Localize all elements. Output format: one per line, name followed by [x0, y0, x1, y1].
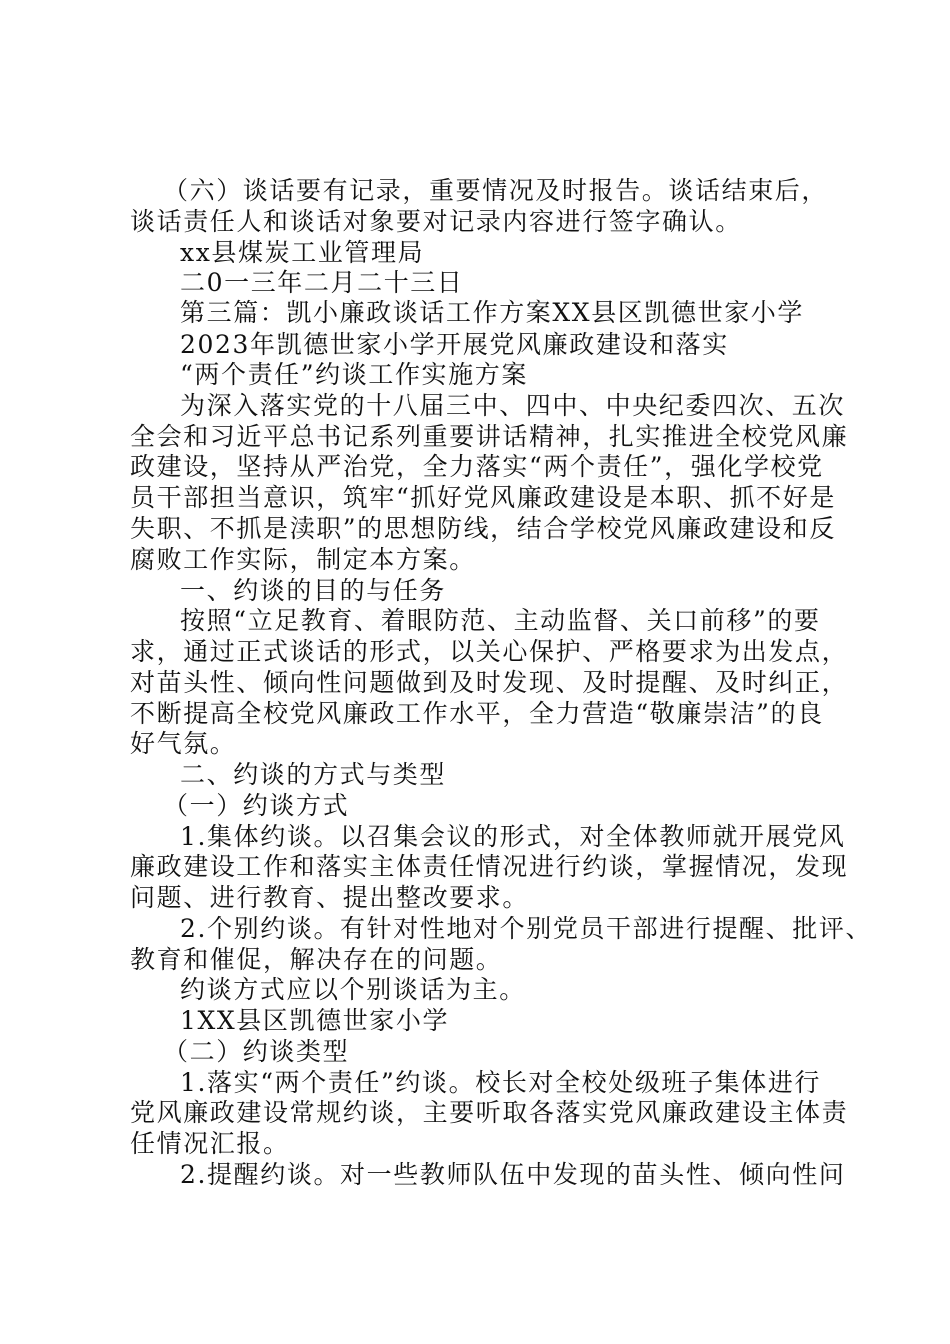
text-line: 教育和催促，解决存在的问题。 — [130, 945, 503, 974]
text-line: 廉政建设工作和落实主体责任情况进行约谈，掌握情况，发现 — [130, 852, 849, 881]
text-line: （六）谈话要有记录，重要情况及时报告。谈话结束后， — [163, 176, 829, 205]
text-line: 2023年凯德世家小学开展党风廉政建设和落实 — [180, 330, 729, 359]
subsection-heading: （一）约谈方式 — [163, 791, 350, 820]
text-line: 任情况汇报。 — [130, 1129, 290, 1158]
text-line: 按照“立足教育、着眼防范、主动监督、关口前移”的要 — [180, 606, 821, 635]
text-line: xx县煤炭工业管理局 — [180, 238, 425, 267]
text-line: 政建设，坚持从严治党，全力落实“两个责任”，强化学校党 — [130, 452, 824, 481]
text-line: “两个责任”约谈工作实施方案 — [180, 360, 528, 389]
text-line: 不断提高全校党风廉政工作水平，全力营造“敬廉崇洁”的良 — [130, 699, 824, 728]
text-line: 1.集体约谈。以召集会议的形式，对全体教师就开展党风 — [180, 822, 846, 851]
text-line: 党风廉政建设常规约谈，主要听取各落实党风廉政建设主体责 — [130, 1098, 849, 1127]
text-line: 为深入落实党的十八届三中、四中、中央纪委四次、五次 — [180, 391, 846, 420]
text-line: 好气氛。 — [130, 729, 237, 758]
section-heading: 一、约谈的目的与任务 — [180, 576, 447, 605]
text-line: 失职、不抓是渎职”的思想防线，结合学校党风廉政建设和反 — [130, 514, 836, 543]
text-line: 1XX县区凯德世家小学 — [180, 1006, 450, 1035]
text-line: 求，通过正式谈话的形式，以关心保护、严格要求为出发点， — [130, 637, 849, 666]
text-line: 第三篇：凯小廉政谈话工作方案XX县区凯德世家小学 — [180, 298, 804, 327]
text-line: 1.落实“两个责任”约谈。校长对全校处级班子集体进行 — [180, 1068, 822, 1097]
subsection-heading: （二）约谈类型 — [163, 1037, 350, 1066]
text-line: 问题、进行教育、提出整改要求。 — [130, 883, 530, 912]
text-line: 2.个别约谈。有针对性地对个别党员干部进行提醒、批评、 — [180, 914, 873, 943]
text-line: 约谈方式应以个别谈话为主。 — [180, 975, 526, 1004]
text-line: 腐败工作实际，制定本方案。 — [130, 545, 476, 574]
text-line: 对苗头性、倾向性问题做到及时发现、及时提醒、及时纠正， — [130, 668, 849, 697]
text-line: 谈话责任人和谈话对象要对记录内容进行签字确认。 — [130, 207, 742, 236]
text-line: 二0一三年二月二十三日 — [180, 268, 464, 297]
text-line: 员干部担当意识，筑牢“抓好党风廉政建设是本职、抓不好是 — [130, 483, 836, 512]
text-line: 全会和习近平总书记系列重要讲话精神，扎实推进全校党风廉 — [130, 422, 849, 451]
text-line: 2.提醒约谈。对一些教师队伍中发现的苗头性、倾向性问 — [180, 1160, 846, 1189]
section-heading: 二、约谈的方式与类型 — [180, 760, 447, 789]
